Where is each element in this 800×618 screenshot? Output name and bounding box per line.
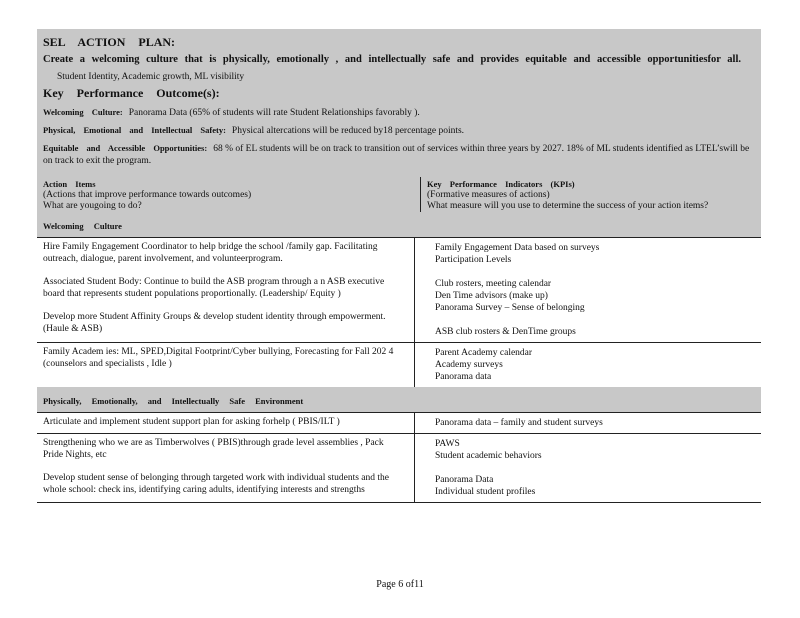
kpi-cell: [414, 238, 761, 342]
kpi-text: Individual student profiles: [435, 487, 536, 497]
kpi-item: [421, 347, 757, 359]
kpi-item: [421, 254, 757, 266]
kpi-item: [421, 278, 757, 290]
kpi-item: [421, 359, 757, 371]
kpi-item: [421, 302, 757, 314]
action-items-sub1: (Actions that improve performance towards outcomes): [43, 190, 252, 200]
action-items-cell: [37, 343, 414, 387]
kpi-text: Panorama Survey – Sense of belonging: [435, 303, 585, 313]
bottom-rule: [37, 502, 761, 503]
action-item: Develop more Student Affinity Groups & develop student identity through empowerment. (Haule & ASB): [43, 312, 386, 334]
sections: [37, 212, 761, 502]
kpi-label: Key Performance Indicators (KPIs): [427, 179, 575, 189]
kpi-group: [421, 278, 757, 314]
kpi-group: [421, 438, 757, 462]
kpi-cell: [414, 343, 761, 387]
kpi-text: Den Time advisors (make up): [435, 291, 548, 301]
kpi-text: Parent Academy calendar: [435, 348, 533, 358]
table-row: [37, 237, 761, 342]
action-item: Hire Family Engagement Coordinator to help bridge the school /family gap. Facilitating outreach, dialogue, parent involvement, and volunteerprogram.: [43, 242, 378, 264]
action-items-cell: [37, 434, 414, 502]
kpi-cell: [414, 434, 761, 502]
plan-title: SEL ACTION PLAN:: [43, 35, 176, 49]
action-items-label: Action Items: [43, 179, 96, 189]
section-title: Physically, Emotionally, and Intellectually Safe Environment: [37, 387, 761, 412]
goal-line: [43, 72, 755, 82]
section-title: Welcoming Culture: [37, 212, 761, 237]
table-row: [37, 342, 761, 387]
kpi-cell: [414, 413, 761, 433]
kpi-text: Club rosters, meeting calendar: [435, 279, 552, 289]
kpi-item: [421, 290, 757, 302]
outcome-label: Welcoming Culture:: [43, 107, 123, 117]
kpi-group: [421, 326, 757, 338]
action-items-cell: [37, 238, 414, 342]
kpi-item: [421, 242, 757, 254]
kpi-header: [420, 177, 761, 212]
action-item: Develop student sense of belonging through targeted work with individual students and the whole school: check ins, identifying caring adults, identifying interests and strengths: [43, 473, 389, 495]
kpi-text: Panorama data – family and student surveys: [435, 418, 603, 428]
table-row: [37, 412, 761, 433]
action-plan-page: [37, 29, 761, 503]
plan-description: Create a welcoming culture that is physically, emotionally , and intellectually safe and provides equitable and accessible opportunitiesfor all.: [43, 54, 742, 65]
kpi-text: Family Engagement Data based on surveys: [435, 243, 600, 253]
outcome-text: Panorama Data (65% of students will rate Student Relationships favorably ).: [128, 108, 420, 118]
action-item: Articulate and implement student support plan for asking forhelp ( PBIS/ILT ): [43, 417, 340, 427]
outcome-label: Equitable and Accessible Opportunities:: [43, 143, 208, 153]
kpi-item: [421, 486, 757, 498]
action-items-sub2: What are yougoing to do?: [43, 201, 142, 211]
kpi-sub2: What measure will you use to determine the success of your action items?: [427, 201, 709, 211]
kpi-text: PAWS: [435, 439, 460, 449]
kpo-title: Key Performance Outcome(s):: [43, 86, 220, 100]
kpi-item: [421, 450, 757, 462]
action-item: Strengthening who we are as Timberwolves ( PBIS)through grade level assemblies , Pack Pride Nights, etc: [43, 438, 384, 460]
kpi-text: ASB club rosters & DenTime groups: [435, 327, 576, 337]
kpi-item: [421, 417, 757, 429]
goal-text: Student Identity, Academic growth, ML visibility: [57, 72, 245, 82]
kpi-text: Panorama data: [435, 372, 492, 382]
page-number: Page 6 of11: [376, 579, 424, 590]
outcome-welcoming: [43, 106, 755, 119]
action-item: Family Academ ies: ML, SPED,Digital Footprint/Cyber bullying, Forecasting for Fall 202 4 (counselors and specialists , Idle ): [43, 347, 394, 369]
kpi-sub1: (Formative measures of actions): [427, 190, 550, 200]
kpi-item: [421, 371, 757, 383]
plan-header: [37, 29, 761, 176]
column-headers: [37, 176, 761, 212]
kpi-item: [421, 326, 757, 338]
kpi-group: [421, 474, 757, 498]
outcome-text: Physical altercations will be reduced by18 percentage points.: [231, 126, 465, 136]
table-row: [37, 433, 761, 502]
action-items-cell: [37, 413, 414, 433]
kpi-text: Student academic behaviors: [435, 451, 542, 461]
kpi-group: [421, 347, 757, 383]
kpi-text: Participation Levels: [435, 255, 512, 265]
outcome-equity: [43, 142, 755, 167]
kpi-text: Academy surveys: [435, 360, 503, 370]
kpi-group: [421, 417, 757, 429]
kpi-text: Panorama Data: [435, 475, 494, 485]
outcome-safety: [43, 124, 755, 137]
action-items-header: [37, 177, 420, 212]
outcome-label: Physical, Emotional and Intellectual Safety:: [43, 125, 226, 135]
kpi-item: [421, 438, 757, 450]
action-item: Associated Student Body: Continue to build the ASB program through a n ASB executive board that represents student populations proportionally. (Leadership/ Equity ): [43, 277, 385, 299]
kpi-item: [421, 474, 757, 486]
kpi-group: [421, 242, 757, 266]
outcome-text: 68 % of EL students will be on track to transition out of services within three years by 2027. 18% of ML students identified as LTEL’swill be on track to exit the program.: [43, 144, 750, 166]
